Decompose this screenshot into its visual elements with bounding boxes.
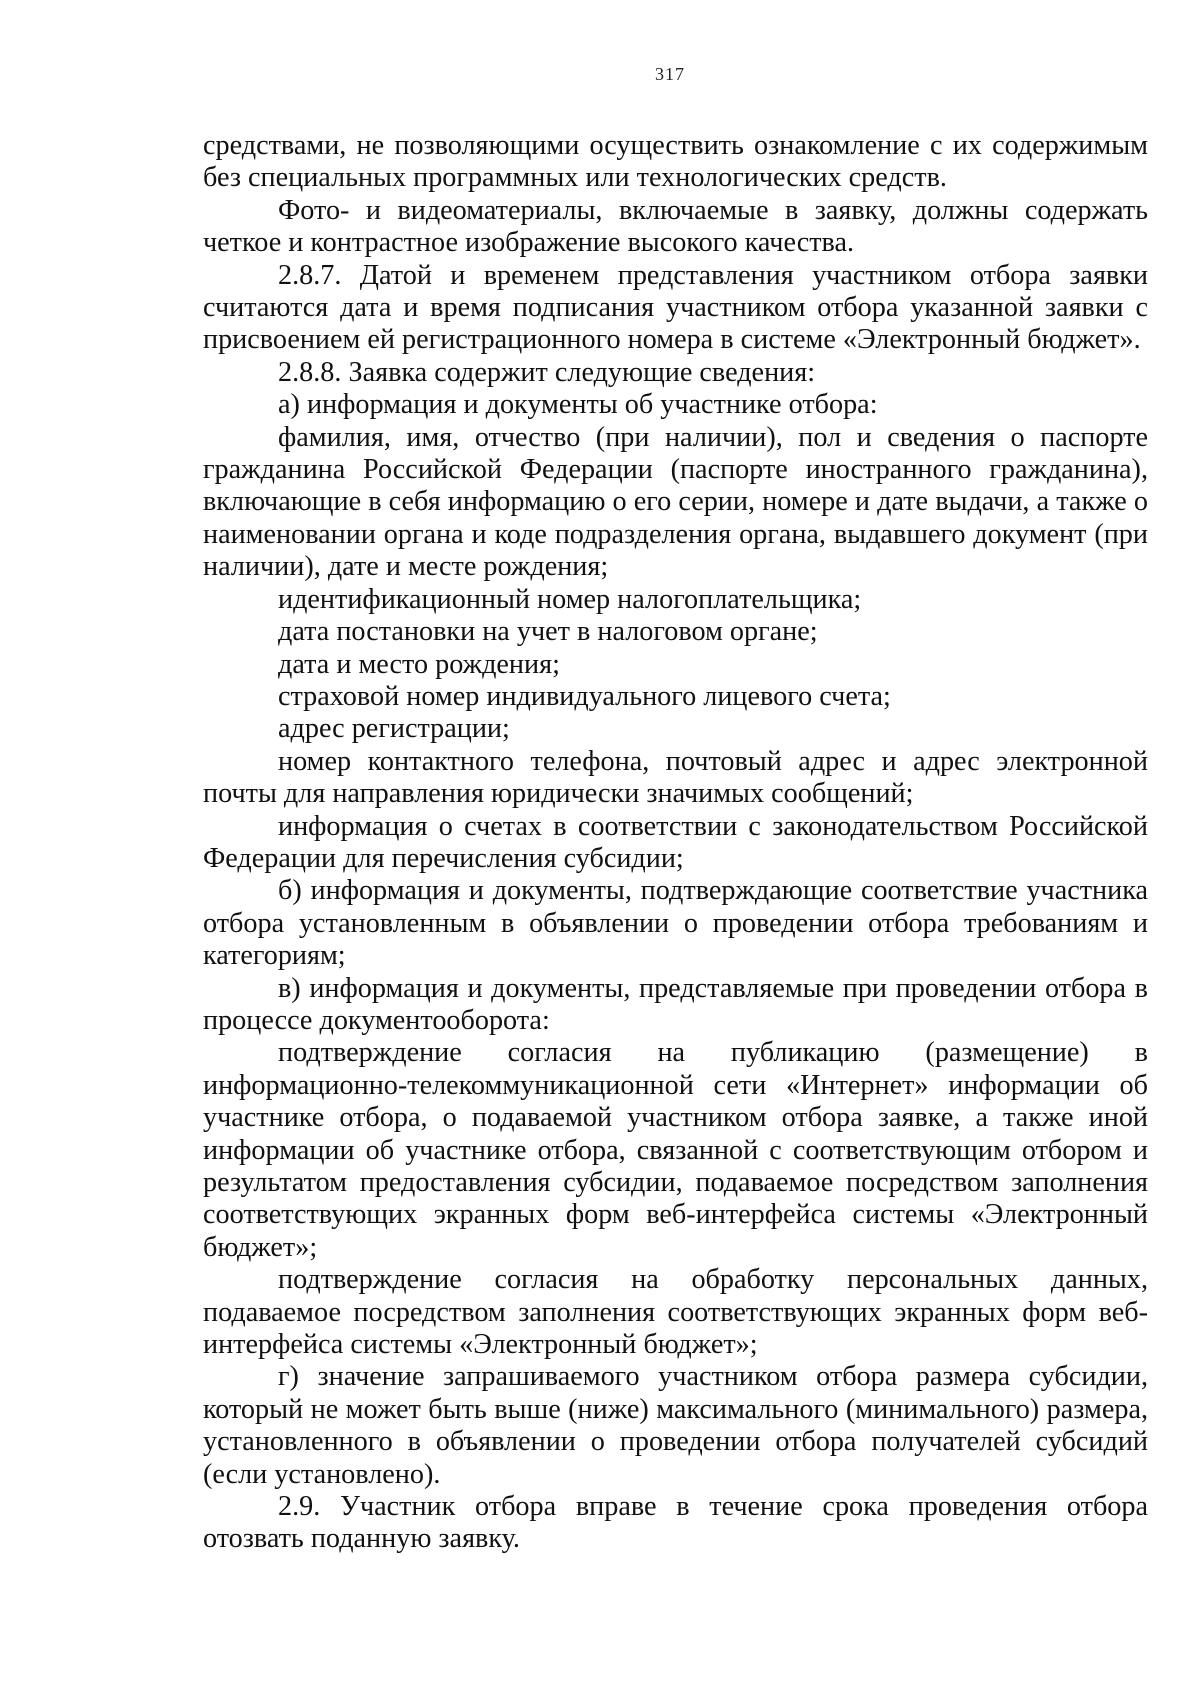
paragraph-item-g: г) значение запрашиваемого участником отбора размера субсидии, который не может быть выше (ниже) максимального (минимального) размера, установленного в объявлении о проведении отбора получателей субсидий (если установлено). xyxy=(203,1361,1148,1490)
paragraph-continuation: средствами, не позволяющими осуществить ознакомление с их содержимым без специальных программных или технологических средств. xyxy=(203,130,1148,194)
paragraph-inn: идентификационный номер налогоплательщика; xyxy=(278,583,862,615)
paragraph-publication-consent: подтверждение согласия на публикацию (размещение) в информационно-телекоммуникационной сети «Интернет» информации об участнике отбора, о подаваемой участником отбора заявке, а также иной информации об участнике отбора, связанной с соответствующим отбором и результатом предоставления субсидии, подаваемое посредством заполнения соответствующих экранных форм веб-интерфейса системы «Электронный бюджет»; xyxy=(203,1037,1148,1263)
page-number: 317 xyxy=(655,64,685,84)
paragraph-2-8-8: 2.8.8. Заявка содержит следующие сведения: xyxy=(278,356,816,388)
paragraph-tax-registration-date: дата постановки на учет в налоговом органе; xyxy=(278,616,818,648)
paragraph-item-v: в) информация и документы, представляемые при проведении отбора в процессе документооборота: xyxy=(203,972,1148,1036)
paragraph-accounts: информация о счетах в соответствии с законодательством Российской Федерации для перечисления субсидии; xyxy=(203,810,1148,874)
paragraph-item-a: а) информация и документы об участнике отбора: xyxy=(278,389,878,421)
paragraph-personal-data-consent: подтверждение согласия на обработку персональных данных, подаваемое посредством заполнения соответствующих экранных форм веб-интерфейса системы «Электронный бюджет»; xyxy=(203,1264,1148,1361)
paragraph-photo-video: Фото- и видеоматериалы, включаемые в заявку, должны содержать четкое и контрастное изображение высокого качества. xyxy=(203,194,1148,259)
paragraph-2-9: 2.9. Участник отбора вправе в течение срока проведения отбора отозвать поданную заявку. xyxy=(203,1491,1148,1555)
paragraph-birth-date-place: дата и место рождения; xyxy=(278,648,560,680)
document-body xyxy=(203,130,1148,1556)
paragraph-item-b: б) информация и документы, подтверждающие соответствие участника отбора установленным в объявлении о проведении отбора требованиям и категориям; xyxy=(203,875,1148,972)
paragraph-registration-address: адрес регистрации; xyxy=(278,713,510,745)
paragraph-full-name-passport: фамилия, имя, отчество (при наличии), пол и сведения о паспорте гражданина Российской Федерации (паспорте иностранного гражданина), включающие в себя информацию о его серии, номере и дате выдачи, а также о наименовании органа и коде подразделения органа, выдавшего документ (при наличии), дате и месте рождения; xyxy=(203,421,1148,583)
paragraph-2-8-7: 2.8.7. Датой и временем представления участником отбора заявки считаются дата и время подписания участником отбора указанной заявки с присвоением ей регистрационного номера в системе «Электронный бюджет». xyxy=(203,259,1148,356)
paragraph-snils: страховой номер индивидуального лицевого счета; xyxy=(278,680,891,712)
paragraph-contacts: номер контактного телефона, почтовый адрес и адрес электронной почты для направления юридически значимых сообщений; xyxy=(203,745,1148,810)
